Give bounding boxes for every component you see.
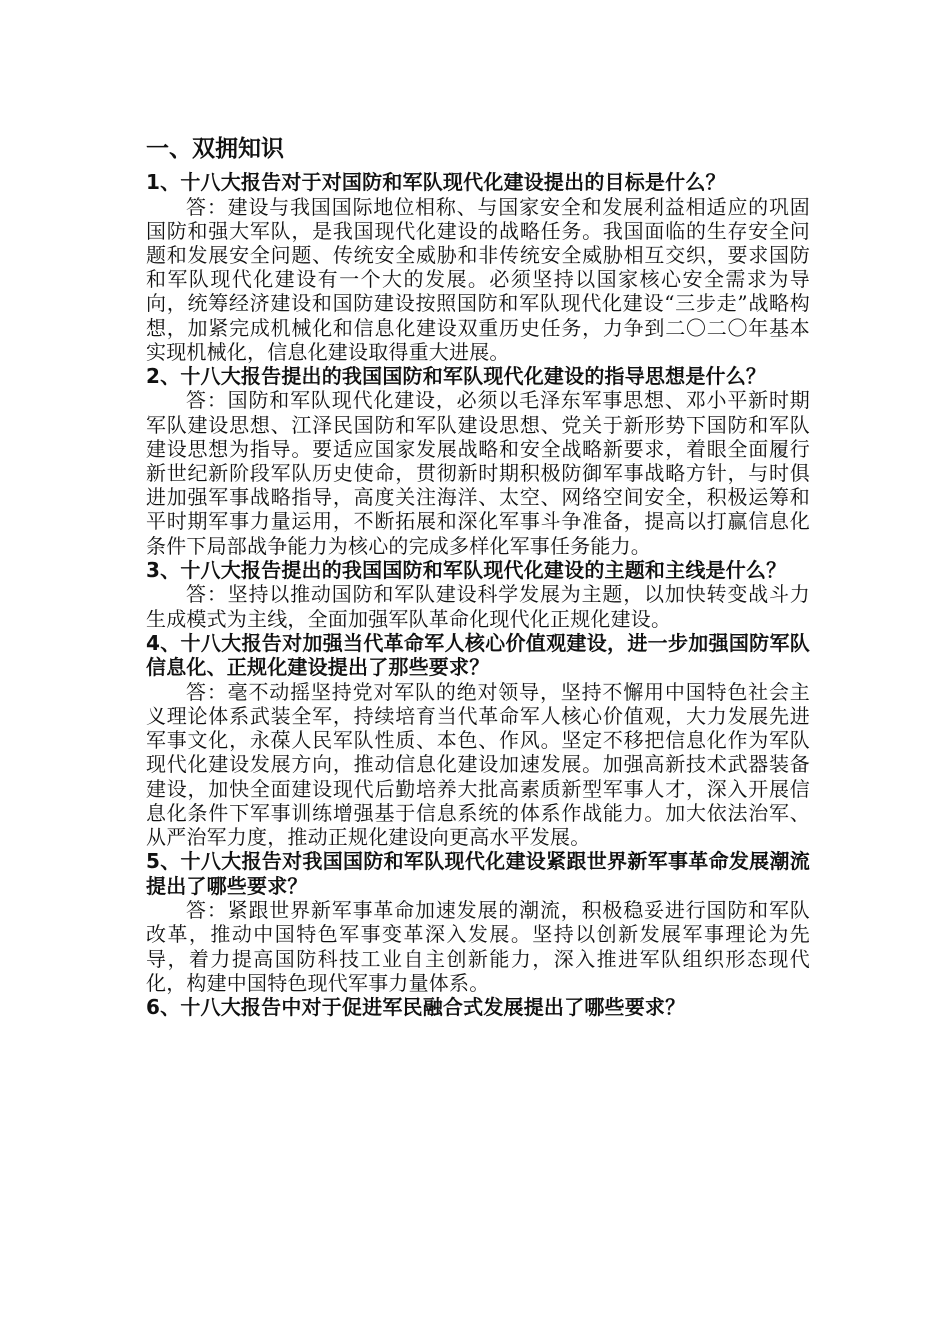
question-1: 1、十八大报告对于对国防和军队现代化建设提出的目标是什么？: [146, 170, 726, 194]
question-3: 3、十八大报告提出的我国国防和军队现代化建设的主题和主线是什么？: [146, 557, 787, 582]
qa-item-6: [146, 995, 810, 1020]
answer-2: 答：国防和军队现代化建设，必须以毛泽东军事思想、邓小平新时期军队建设思想、江泽民国防和军队建设思想、党关于新形势下国防和军队建设思想为指导。要适应国家发展战略和安全战略新要求，着眼全面履行新世纪新阶段军队历史使命，贯彻新时期积极防御军事战略方针，与时俱进加强军事战略指导，高度关注海洋、太空、网络空间安全，积极运筹和平时期军事力量运用，不断拓展和深化军事斗争准备，提高以打赢信息化条件下局部战争能力为核心的完成多样化军事任务能力。: [146, 388, 810, 558]
qa-item-2: [146, 364, 810, 558]
qa-item-1: [146, 170, 810, 364]
question-6: 6、十八大报告中对于促进军民融合式发展提出了哪些要求？: [146, 994, 686, 1019]
question-2: 2、十八大报告提出的我国国防和军队现代化建设的指导思想是什么？: [146, 363, 767, 388]
question-4: 4、十八大报告对加强当代革命军人核心价值观建设，进一步加强国防军队信息化、正规化建设提出了那些要求？: [146, 630, 810, 680]
answer-3: 答：坚持以推动国防和军队建设科学发展为主题，以加快转变战斗力生成模式为主线，全面加强军队革命化现代化正规化建设。: [146, 582, 810, 631]
answer-1: 答：建设与我国国际地位相称、与国家安全和发展利益相适应的巩固国防和强大军队，是我国现代化建设的战略任务。我国面临的生存安全问题和发展安全问题、传统安全威胁和非传统安全威胁相互交织，要求国防和军队现代化建设有一个大的发展。必须坚持以国家核心安全需求为导向，统筹经济建设和国防建设按照国防和军队现代化建设“三步走”战略构想，加紧完成机械化和信息化建设双重历史任务，力争到二〇二〇年基本实现机械化，信息化建设取得重大进展。: [146, 194, 810, 364]
answer-5: 答：紧跟世界新军事革命加速发展的潮流，积极稳妥进行国防和军队改革，推动中国特色军事变革深入发展。坚持以创新发展军事理论为先导，着力提高国防科技工业自主创新能力，深入推进军队组织形态现代化，构建中国特色现代军事力量体系。: [146, 898, 810, 995]
qa-item-5: [146, 849, 810, 995]
qa-item-3: [146, 558, 810, 631]
question-5: 5、十八大报告对我国国防和军队现代化建设紧跟世界新军事革命发展潮流提出了哪些要求？: [146, 849, 810, 898]
document-page: [146, 132, 810, 1019]
section-title: 一、双拥知识: [146, 136, 284, 162]
qa-item-4: [146, 631, 810, 849]
answer-4: 答：毫不动摇坚持党对军队的绝对领导，坚持不懈用中国特色社会主义理论体系武装全军，持续培育当代革命军人核心价值观，大力发展先进军事文化，永葆人民军队性质、本色、作风。坚定不移把信息化作为军队现代化建设发展方向，推动信息化建设加速发展。加强高新技术武器装备建设，加快全面建设现代后勤培养大批高素质新型军事人才，深入开展信息化条件下军事训练增强基于信息系统的体系作战能力。加大依法治军、从严治军力度，推动正规化建设向更高水平发展。: [146, 679, 810, 849]
